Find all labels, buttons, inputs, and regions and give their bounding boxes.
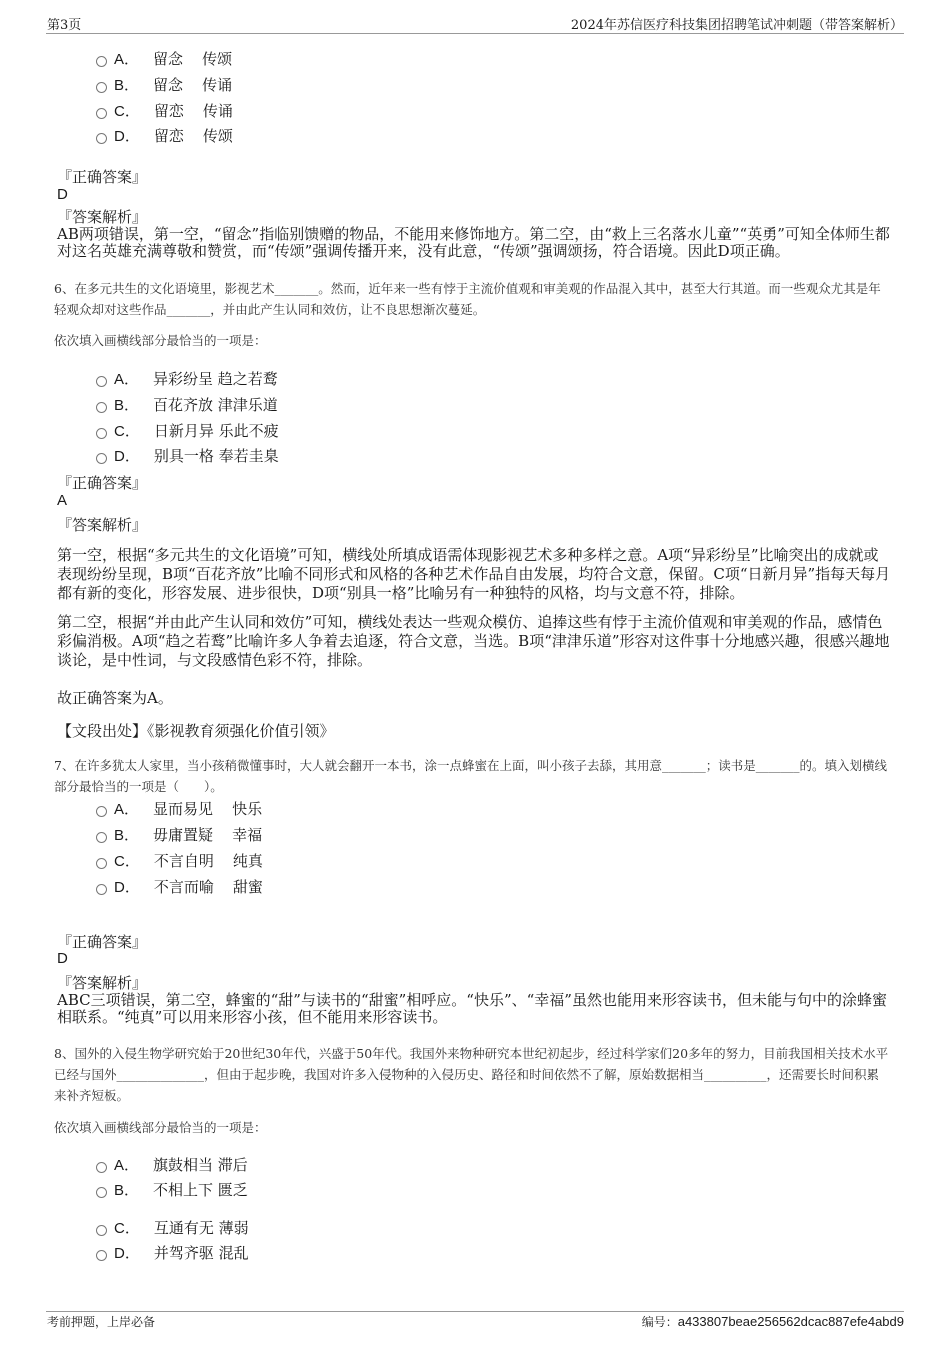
q6-option-b[interactable]: B． 百花齐放 津津乐道 (96, 394, 278, 415)
header-divider (46, 33, 904, 34)
q5-answer: D (57, 186, 68, 203)
radio-icon[interactable] (96, 806, 107, 817)
radio-icon[interactable] (96, 1162, 107, 1173)
radio-icon[interactable] (96, 428, 107, 439)
q6-analysis-paragraph-2: 第二空，根据“并由此产生认同和效仿”可知，横线处表达一些观众模仿、追捧这些有悖于主流价值观和审美观的作品，感情色彩偏消极。A项“趋之若鹜”比喻许多人争着去追逐，符合文意，当选。B项“津津乐道”形容对这件事十分地感兴趣，很感兴趣地谈论，是中性词，与文段感情色彩不符，排除。 (57, 613, 890, 669)
q6-option-c[interactable]: C． 日新月异 乐此不疲 (96, 420, 279, 441)
q5-option-d[interactable]: D． 留恋 传颂 (96, 125, 233, 146)
q5-option-a[interactable]: A． 留念 传颂 (96, 48, 232, 69)
radio-icon[interactable] (96, 402, 107, 413)
q8-option-a[interactable]: A． 旗鼓相当 滞后 (96, 1154, 248, 1175)
q7-option-d[interactable]: D． 不言而喻 甜蜜 (96, 876, 263, 897)
radio-icon[interactable] (96, 376, 107, 387)
page-number: 第3页 (47, 18, 82, 33)
q8-instruction: 依次填入画横线部分最恰当的一项是： (54, 1120, 267, 1135)
q7-option-a[interactable]: A． 显而易见 快乐 (96, 798, 262, 819)
footer-divider (46, 1311, 904, 1312)
q5-answer-label: 『正确答案』 (57, 168, 148, 186)
radio-icon[interactable] (96, 858, 107, 869)
q7-stem: 7、在许多犹太人家里，当小孩稍微懂事时，大人就会翻开一本书，涂一点蜂蜜在上面，叫小孩子去舔，其用意_______；读书是_______的。填入划横线部分最恰当的一项是（ ）。 (54, 758, 887, 794)
q5-analysis: AB两项错误，第一空，“留念”指临别馈赠的物品，不能用来修饰地方。第二空，由“救上三名落水儿童”“英勇”可知全体师生都对这名英雄充满尊敬和赞赏，而“传颂”强调传播开来，没有此意，“传颂”强调颂扬，符合语境。因此D项正确。 (57, 225, 890, 260)
q5-option-c[interactable]: C． 留恋 传诵 (96, 100, 233, 121)
q8-option-b[interactable]: B． 不相上下 匮乏 (96, 1179, 248, 1200)
q6-answer: A (57, 492, 68, 509)
q5-option-b[interactable]: B． 留念 传诵 (96, 74, 232, 95)
q7-answer-label: 『正确答案』 (57, 933, 148, 951)
q6-source: 【文段出处】《影视教育须强化价值引领》 (57, 722, 335, 740)
q6-option-d[interactable]: D． 别具一格 奉若圭臬 (96, 445, 279, 466)
footer-slogan: 考前押题，上岸必备 (47, 1315, 156, 1329)
radio-icon[interactable] (96, 1225, 107, 1236)
q7-option-c[interactable]: C． 不言自明 纯真 (96, 850, 263, 871)
q5-analysis-label: 『答案解析』 (57, 208, 148, 226)
radio-icon[interactable] (96, 884, 107, 895)
q8-option-c[interactable]: C． 互通有无 薄弱 (96, 1217, 249, 1238)
q7-option-b[interactable]: B． 毋庸置疑 幸福 (96, 824, 262, 845)
radio-icon[interactable] (96, 832, 107, 843)
q8-stem: 8、国外的入侵生物学研究始于20世纪30年代，兴盛于50年代。我国外来物种研究本世纪初起步，经过科学家们20多年的努力，目前我国相关技术水平已经与国外______________，但由于起步晚，我国对许多入侵物种的入侵历史、路径和时间依然不了解，原始数据相当__________，还需要长时间积累来补齐短板。 (54, 1046, 889, 1103)
q6-analysis-label: 『答案解析』 (57, 516, 148, 534)
q6-option-a[interactable]: A． 异彩纷呈 趋之若鹜 (96, 368, 278, 389)
q8-option-d[interactable]: D． 并驾齐驱 混乱 (96, 1242, 249, 1263)
radio-icon[interactable] (96, 1187, 107, 1198)
q6-analysis-conclusion: 故正确答案为A。 (57, 689, 173, 707)
q6-answer-label: 『正确答案』 (57, 474, 148, 492)
document-title: 2024年苏信医疗科技集团招聘笔试冲刺题（带答案解析） (570, 18, 903, 33)
radio-icon[interactable] (96, 453, 107, 464)
radio-icon[interactable] (96, 1250, 107, 1261)
radio-icon[interactable] (96, 133, 107, 144)
q7-analysis: ABC三项错误，第二空，蜂蜜的“甜”与读书的“甜蜜”相呼应。“快乐”、“幸福”虽然也能用来形容读书，但未能与句中的涂蜂蜜相联系。“纯真”可以用来形容小孩，但不能用来形容读书。 (57, 991, 887, 1026)
radio-icon[interactable] (96, 56, 107, 67)
q6-stem: 6、在多元共生的文化语境里，影视艺术_______。然而，近年来一些有悖于主流价值观和审美观的作品混入其中，甚至大行其道。而一些观众尤其是年轻观众却对这些作品_______，并由此产生认同和效仿，让不良思想渐次蔓延。 (54, 281, 881, 317)
radio-icon[interactable] (96, 108, 107, 119)
document-code: 编号：a433807beae256562dcac887efe4abd9 (641, 1314, 904, 1329)
q6-analysis-paragraph-1: 第一空，根据“多元共生的文化语境”可知，横线处所填成语需体现影视艺术多种多样之意。A项“异彩纷呈”比喻突出的成就或表现纷纷呈现，B项“百花齐放”比喻不同形式和风格的各种艺术作品自由发展，均符合文意，保留。C项“日新月异”指每天每月都有新的变化，形容发展、进步很快，D项“别具一格”比喻另有一种独特的风格，均与文意不符，排除。 (57, 546, 891, 602)
q6-instruction: 依次填入画横线部分最恰当的一项是： (54, 333, 267, 348)
radio-icon[interactable] (96, 82, 107, 93)
q7-analysis-label: 『答案解析』 (57, 974, 148, 992)
q7-answer: D (57, 950, 68, 967)
